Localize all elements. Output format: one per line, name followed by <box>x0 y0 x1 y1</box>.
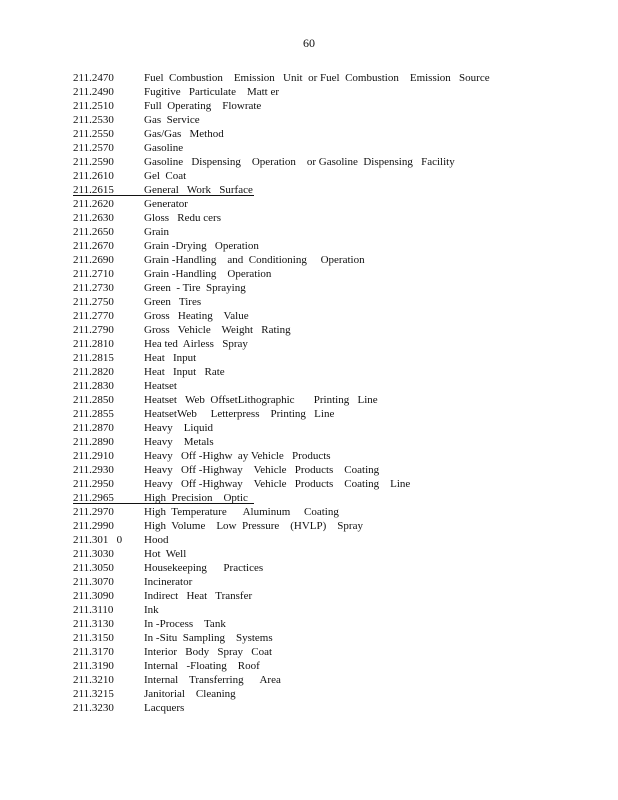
defined-term: High Volume Low Pressure (HVLP) Spray <box>144 520 363 532</box>
section-number: 211.2690 <box>73 254 114 266</box>
defined-term: Heat Input Rate <box>144 366 225 378</box>
defined-term: Grain -Handling and Conditioning Operation <box>144 254 365 266</box>
definition-entry <box>73 197 533 211</box>
defined-term: In -Process Tank <box>144 618 226 630</box>
section-number: 211.2965 <box>73 492 114 504</box>
section-number: 211.2730 <box>73 282 114 294</box>
section-number: 211.2670 <box>73 240 114 252</box>
section-number: 211.2490 <box>73 86 114 98</box>
definition-entry <box>73 631 533 645</box>
defined-term: Gas/Gas Method <box>144 128 224 140</box>
section-number: 211.2550 <box>73 128 114 140</box>
section-number: 211.2830 <box>73 380 114 392</box>
section-number: 211.301 0 <box>73 534 123 546</box>
definition-entry <box>73 113 533 127</box>
definition-entry <box>73 337 533 351</box>
definition-entry <box>73 351 533 365</box>
defined-term: Gloss Redu cers <box>144 212 221 224</box>
section-number: 211.2850 <box>73 394 114 406</box>
section-number: 211.3130 <box>73 618 114 630</box>
definition-entry <box>73 449 533 463</box>
defined-term: Grain <box>144 226 170 238</box>
defined-term: Heatset Web OffsetLithographic Printing Line <box>144 394 378 406</box>
section-number: 211.2815 <box>73 352 114 364</box>
definition-entry <box>73 267 533 281</box>
definition-entry <box>73 71 533 85</box>
definition-entry <box>73 85 533 99</box>
section-number: 211.2990 <box>73 520 114 532</box>
section-number: 211.3190 <box>73 660 114 672</box>
defined-term: Green - Tire Spraying <box>144 282 246 294</box>
section-number: 211.3150 <box>73 632 114 644</box>
definition-entry <box>73 141 533 155</box>
definition-entry <box>73 407 533 421</box>
section-number: 211.2950 <box>73 478 114 490</box>
defined-term: Grain -Drying Operation <box>144 240 259 252</box>
defined-term: Fuel Combustion Emission Unit or Fuel Combustion Emission Source <box>144 72 490 84</box>
definition-entry <box>73 561 533 575</box>
section-number: 211.3030 <box>73 548 114 560</box>
definition-entry <box>73 393 533 407</box>
definition-entry <box>73 365 533 379</box>
section-number: 211.3230 <box>73 702 114 714</box>
section-number: 211.2820 <box>73 366 114 378</box>
section-number: 211.2590 <box>73 156 114 168</box>
section-number: 211.2620 <box>73 198 114 210</box>
defined-term: Indirect Heat Transfer <box>144 590 253 602</box>
defined-term: High Temperature Aluminum Coating <box>144 506 339 518</box>
defined-term: High Precision Optic <box>144 492 248 504</box>
defined-term: Hea ted Airless Spray <box>144 338 248 350</box>
definition-entry <box>73 295 533 309</box>
defined-term: Gel Coat <box>144 170 187 182</box>
section-number: 211.2970 <box>73 506 114 518</box>
definition-entry <box>73 379 533 393</box>
section-number: 211.2810 <box>73 338 114 350</box>
definition-entry <box>73 477 533 491</box>
definition-entry <box>73 603 533 617</box>
definition-entry <box>73 183 533 197</box>
defined-term: Gasoline <box>144 142 184 154</box>
defined-term: Gasoline Dispensing Operation or Gasoline Dispensing Facility <box>144 156 455 168</box>
defined-term: HeatsetWeb Letterpress Printing Line <box>144 408 335 420</box>
defined-term: Green Tires <box>144 296 202 308</box>
definition-entry <box>73 547 533 561</box>
section-number: 211.2470 <box>73 72 114 84</box>
definition-entry <box>73 309 533 323</box>
section-number: 211.2510 <box>73 100 114 112</box>
section-number: 211.2530 <box>73 114 114 126</box>
defined-term: Grain -Handling Operation <box>144 268 272 280</box>
defined-term: Heavy Liquid <box>144 422 214 434</box>
defined-term: Housekeeping Practices <box>144 562 264 574</box>
section-number: 211.2855 <box>73 408 114 420</box>
defined-term: Fugitive Particulate Matt er <box>144 86 280 98</box>
defined-term: Generator <box>144 198 188 210</box>
defined-term: Heavy Off -Highway Vehicle Products Coating <box>144 464 380 476</box>
section-number: 211.2615 <box>73 184 114 196</box>
defined-term: Gas Service <box>144 114 200 126</box>
definition-entry <box>73 589 533 603</box>
definition-entry <box>73 491 533 505</box>
section-number: 211.3050 <box>73 562 114 574</box>
definition-entry <box>73 519 533 533</box>
defined-term: Interior Body Spray Coat <box>144 646 273 658</box>
definition-entry <box>73 323 533 337</box>
section-number: 211.2570 <box>73 142 114 154</box>
definitions-list <box>73 71 533 715</box>
section-number: 211.2790 <box>73 324 114 336</box>
defined-term: Internal -Floating Roof <box>144 660 260 672</box>
defined-term: General Work Surface <box>144 184 253 196</box>
defined-term: Full Operating Flowrate <box>144 100 262 112</box>
defined-term: Lacquers <box>144 702 185 714</box>
section-number: 211.2770 <box>73 310 114 322</box>
defined-term: Heat Input <box>144 352 197 364</box>
defined-term: Ink <box>144 604 159 616</box>
definition-entry <box>73 99 533 113</box>
section-number: 211.2610 <box>73 170 114 182</box>
section-number: 211.2630 <box>73 212 114 224</box>
defined-term: Janitorial Cleaning <box>144 688 236 700</box>
section-number: 211.3210 <box>73 674 114 686</box>
section-number: 211.2650 <box>73 226 114 238</box>
defined-term: In -Situ Sampling Systems <box>144 632 273 644</box>
definition-entry <box>73 645 533 659</box>
definition-entry <box>73 281 533 295</box>
definition-entry <box>73 505 533 519</box>
definition-entry <box>73 169 533 183</box>
definition-entry <box>73 225 533 239</box>
defined-term: Heavy Metals <box>144 436 214 448</box>
defined-term: Heatset <box>144 380 177 392</box>
section-number: 211.2890 <box>73 436 114 448</box>
section-number: 211.3070 <box>73 576 114 588</box>
section-number: 211.2750 <box>73 296 114 308</box>
definition-entry <box>73 673 533 687</box>
definition-entry <box>73 239 533 253</box>
defined-term: Gross Vehicle Weight Rating <box>144 324 291 336</box>
section-number: 211.2710 <box>73 268 114 280</box>
section-number: 211.2910 <box>73 450 114 462</box>
page-number: 60 <box>303 36 315 50</box>
definition-entry <box>73 701 533 715</box>
section-number: 211.3090 <box>73 590 114 602</box>
section-number: 211.3215 <box>73 688 114 700</box>
definition-entry <box>73 435 533 449</box>
definition-entry <box>73 211 533 225</box>
definition-entry <box>73 463 533 477</box>
defined-term: Internal Transferring Area <box>144 674 281 686</box>
section-number: 211.2930 <box>73 464 114 476</box>
definition-entry <box>73 617 533 631</box>
defined-term: Hood <box>144 534 169 546</box>
defined-term: Hot Well <box>144 548 187 560</box>
definition-entry <box>73 127 533 141</box>
defined-term: Heavy Off -Highw ay Vehicle Products <box>144 450 331 462</box>
definition-entry <box>73 155 533 169</box>
definition-entry <box>73 533 533 547</box>
definition-entry <box>73 659 533 673</box>
definition-entry <box>73 575 533 589</box>
definition-entry <box>73 687 533 701</box>
section-number: 211.2870 <box>73 422 114 434</box>
defined-term: Heavy Off -Highway Vehicle Products Coating Line <box>144 478 411 490</box>
section-number: 211.3170 <box>73 646 114 658</box>
definition-entry <box>73 253 533 267</box>
section-number: 211.3110 <box>73 604 114 616</box>
defined-term: Incinerator <box>144 576 193 588</box>
defined-term: Gross Heating Value <box>144 310 249 322</box>
definition-entry <box>73 421 533 435</box>
